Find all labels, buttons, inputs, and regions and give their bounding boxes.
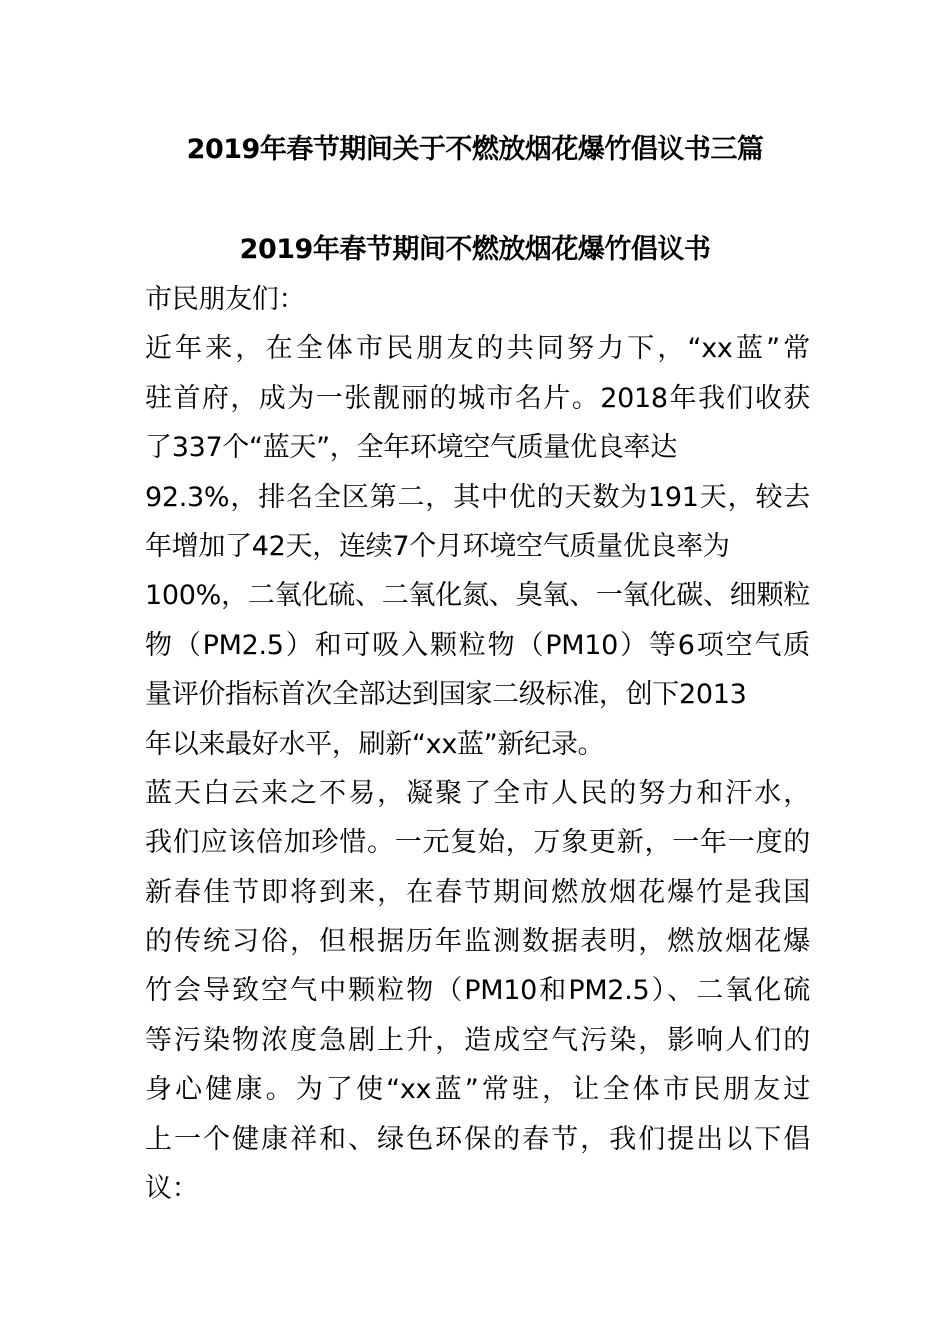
section-title: 2019年春节期间不燃放烟花爆竹倡议书	[239, 234, 711, 265]
paragraph-line: 新春佳节即将到来，在春节期间燃放烟花爆竹是我国	[145, 876, 810, 908]
paragraph-line: 身心健康。为了使“xx蓝”常驻，让全体市民朋友过	[145, 1074, 810, 1106]
paragraph-line: 年增加了42天，连续7个月环境空气质量优良率为	[145, 530, 730, 562]
paragraph-line: 我们应该倍加珍惜。一元复始，万象更新，一年一度的	[145, 827, 810, 859]
paragraph-line: 蓝天白云来之不易，凝聚了全市人民的努力和汗水，	[145, 777, 810, 809]
paragraph-line: 物（PM2.5）和可吸入颗粒物（PM10）等6项空气质	[145, 629, 810, 661]
paragraph-line: 92.3%，排名全区第二，其中优的天数为191天，较去	[145, 481, 810, 513]
paragraph-line: 了337个“蓝天”，全年环境空气质量优良率达	[145, 432, 677, 464]
paragraph-line: 年以来最好水平，刷新“xx蓝”新纪录。	[145, 728, 605, 760]
document-title: 2019年春节期间关于不燃放烟花爆竹倡议书三篇	[186, 134, 764, 165]
paragraph-line: 议：	[145, 1173, 199, 1205]
paragraph-line: 竹会导致空气中颗粒物（PM10和PM2.5）、二氧化硫	[145, 975, 810, 1007]
paragraph-line: 等污染物浓度急剧上升，造成空气污染，影响人们的	[145, 1024, 810, 1056]
paragraph-line: 近年来，在全体市民朋友的共同努力下，“xx蓝”常	[145, 333, 810, 365]
paragraph-line: 的传统习俗，但根据历年监测数据表明，燃放烟花爆	[145, 926, 810, 958]
paragraph-line: 上一个健康祥和、绿色环保的春节，我们提出以下倡	[145, 1123, 810, 1155]
paragraph-line: 量评价指标首次全部达到国家二级标准，创下2013	[145, 679, 747, 711]
paragraph-line: 驻首府，成为一张靓丽的城市名片。2018年我们收获	[145, 382, 810, 414]
body-text	[145, 275, 810, 1213]
salutation: 市民朋友们：	[145, 284, 306, 315]
paragraph-line: 100%，二氧化硫、二氧化氮、臭氧、一氧化碳、细颗粒	[145, 580, 810, 612]
